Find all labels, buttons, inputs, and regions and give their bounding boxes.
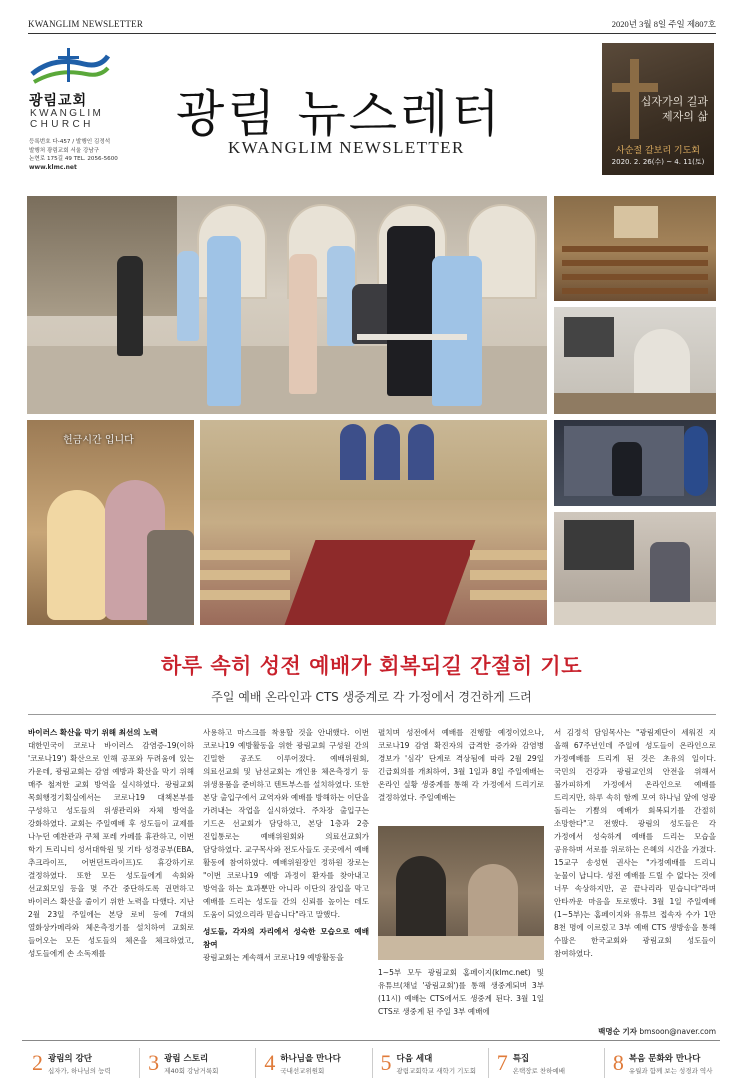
index-page-number: 7 [496, 1050, 508, 1075]
index-item-page-7[interactable] [488, 1048, 604, 1078]
photo-family-worship-home [554, 512, 716, 625]
column-2-text-2: 광림교회는 계속해서 코로나19 예방활동을 [203, 953, 344, 962]
index-item-page-3[interactable] [139, 1048, 255, 1078]
church-name-english-1: KWANGLIM [30, 108, 104, 119]
column-1-text: 대한민국이 코로나 바이러스 감염증-19(이하 '코로나19') 확산으로 인해 공포와 두려움에 있는 가운데, 광림교회는 감염 예방과 확산을 막기 위해 매주 철저한 교회 방역을 실시하였다. 광림교회 목회행정기획실에서는 코로나19 대책본부를 구성하고 성도들의 위생관리와 자체 방역을 강화하였다. 교회는 주일예배 후 성도들이 교제를 나누던 예찬관과 쿠체 포레 카페를 휴관하고, 이번 학기 트리니티 성서대학원 및 기타 성경공부(EBA, 추크라이프, 어번던트라이프)도 휴강하기로 결정하였다. 또한 모든 성도들에게 속회와 선교회모임 등을 몇 주간 중단하도록 권면하고 바이러스 확산을 줄이기 위한 노력을 다했다. 지난 2월 23일 주일에는 본당 로비 등에 7대의 열화상카메라와 체온측정기를 설치하여 교회로 들어오는 모든 성도들의 체온을 체크하였고, 성도들에게 손 소독제를 [28, 741, 194, 958]
index-page-number: 2 [32, 1050, 43, 1075]
top-divider [28, 33, 716, 34]
lent-title: 사순절 갈보리 기도회 [616, 146, 700, 156]
index-subtitle: 유월과 함께 보는 성경과 역사 [628, 1066, 713, 1075]
index-subtitle: 십자가, 하나님의 능력 [48, 1066, 111, 1075]
index-page-number: 4 [264, 1050, 276, 1075]
lent-prayer-banner[interactable] [602, 43, 714, 175]
index-item-page-4[interactable] [255, 1048, 371, 1078]
contact-line-1: 등록번호 다-457 / 발행인 김정석 [29, 139, 111, 145]
lent-theme-line-2: 제자의 삶 [661, 110, 708, 123]
strip-newsletter-name: KWANGLIM NEWSLETTER [28, 19, 144, 29]
cross-icon-bar [612, 83, 658, 92]
index-page-number: 8 [612, 1050, 624, 1075]
photo-man-watching-service [554, 307, 716, 414]
newsletter-title-korean: 광림 뉴스레터 [176, 85, 503, 143]
church-url[interactable]: www.klmc.net [29, 163, 77, 171]
index-subtitle: 광림교회학교 새학기 기도회 [396, 1066, 476, 1075]
cross-icon [630, 59, 639, 139]
headline-divider [28, 714, 716, 715]
reporter-name: 백명순 기자 [598, 1027, 637, 1036]
index-page-number: 5 [380, 1050, 392, 1075]
photo-pastor-on-screen [554, 420, 716, 506]
index-title: 특집 [512, 1053, 530, 1064]
article-column-3-continued [378, 966, 544, 1018]
index-subtitle: 국내선교위원회 [280, 1066, 325, 1075]
photo-sanctuary-online-service [554, 196, 716, 301]
article-column-3 [378, 726, 544, 804]
photo-empty-sanctuary [200, 420, 547, 625]
index-title: 광림 스토리 [164, 1053, 209, 1064]
index-subtitle: 온택장로 찬하예배 [512, 1066, 565, 1075]
issue-date: 2020년 3월 8일 주일 제807호 [611, 19, 716, 29]
index-title: 다음 세대 [396, 1053, 433, 1064]
reporter-email[interactable]: bmsoon@naver.com [639, 1027, 716, 1036]
photo-children-offering [27, 420, 194, 625]
index-title: 복음 문화와 만나다 [628, 1053, 701, 1064]
top-strip [28, 14, 716, 34]
article-column-1 [28, 726, 194, 960]
article-byline [580, 1026, 716, 1037]
column-4-text: 서 김정석 담임목사는 "광림제단이 세워진 지 올해 67주년인데 주일에 성도들이 온라인으로 가정예배를 드리게 된 것은 초유의 일이다. 국민의 건강과 광림교인의 안전을 위해서 불가피하게 가정에서 온라인으로 예배를 드리지만, 하루 속히 함께 모여 하나님 앞에 영광 돌리는 기쁨의 예배가 회복되기를 간절히 소망한다"고 전했다. 광림의 성도들은 각 가정에서 성숙하게 예배를 드리는 모습을 공유하며 서로를 위로하는 은혜의 시간을 가졌다. 15교구 송성현 권사는 "가정예배를 드리니 눈물이 납니다. 성전 예배를 드릴 수 없다는 것에 너무 속상하지만, 곧 끝나리라 믿습니다"라며 안타까운 마음을 토로했다. 3월 1일 주일예배(1~5부)는 홈페이지와 유튜브 접속자 수가 1만 8천 명에 이르렀고 3부 예배 CTS 생방송을 통해 수많은 한국교회와 광림교회 성도들이 참여하였다. [554, 728, 716, 958]
index-title: 광림의 강단 [48, 1053, 93, 1064]
church-name-english-2: CHURCH [30, 119, 94, 130]
contact-line-2: 발행처 광림교회 서울 강남구 [29, 147, 100, 154]
photo-family-praying-at-home [378, 826, 544, 960]
section-heading-1: 바이러스 확산을 막기 위해 최선의 노력 [28, 728, 158, 737]
footer-divider [22, 1040, 720, 1041]
section-heading-2: 성도들, 각자의 자리에서 성숙한 모습으로 예배 참여 [203, 927, 369, 949]
index-page-number: 3 [148, 1050, 160, 1075]
column-3-text-1: 펼치며 성전에서 예배를 진행할 예정이었으나, 코로나19 감염 확진자의 급격한 증가와 감염병 경보가 '심각' 단계로 격상됨에 따라 2월 29일 긴급회의를 개최하여, 3월 1일과 8일 주일예배는 온라인 실황 생중계를 통해 각 가정에서 드리기로 결정하였다. 주일예배는 [378, 728, 544, 802]
index-item-page-5[interactable] [372, 1048, 488, 1078]
article-column-2 [203, 726, 369, 964]
article-subheadline: 주일 예배 온라인과 CTS 생중계로 각 가정에서 경건하게 드려 [211, 690, 532, 704]
lent-theme [641, 94, 708, 124]
lent-dates: 2020. 2. 26(수) ~ 4. 11(토) [611, 158, 705, 166]
newsletter-title-english: KWANGLIM NEWSLETTER [228, 138, 465, 157]
lent-theme-line-1: 십자가의 길과 [640, 95, 708, 108]
contact-line-3: 논현로 175길 49 TEL. 2056-5600 [29, 156, 118, 162]
church-name-korean: 광림교회 [29, 93, 88, 109]
photo-lobby-health-check [27, 196, 547, 414]
church-logo-icon [24, 42, 112, 92]
column-3-text-2: 1~5부 모두 광림교회 홈페이지(klmc.net) 및 유튜브(채널 '광림교회')를 통해 생중계되며 3부(11시) 예배는 CTS에서도 생중계 된다. 3월 1일 CTS로 생중계 된 주일 3부 예배에 [378, 968, 544, 1016]
index-title: 하나님을 만나다 [280, 1053, 341, 1064]
photo-caption-offering: 헌금시간 입니다 [63, 435, 134, 446]
index-subtitle: 제40회 강남거룩회 [164, 1066, 219, 1075]
column-2-text-1: 사용하고 마스크를 착용할 것을 안내했다. 이번 코로나19 예방활동을 위한 광림교회 구성원 간의 긴밀한 공조도 이루어졌다. 예배위원회, 의료선교회 및 남선교회는 개인용 체온측정기 등 위생용품을 준비하고 텐트부스를 설치하였다. 또한 본당 출입구에서 교역자와 예배를 방해하는 이단을 가려내는 작업을 실시하였다. 주차장 출입구는 기드온 선교회가 담당하고, 본당 1층과 2층 진입통로는 예배위원회와 의료선교회가 담당하였다. 교구목사와 전도사들도 곳곳에서 예배 활동에 참여하였다. 예배위원장인 정하원 장로는 "이번 코로나19 예방 과정이 환자를 찾아내고 방역을 하는 효과뿐만 아니라 이단의 잠입을 막고 예배를 드리는 성도들 간의 신뢰를 높이는 데도 도움이 되었으리라 믿습니다"라고 말했다. [203, 728, 369, 919]
index-item-page-8[interactable] [604, 1048, 720, 1078]
church-contact [29, 138, 139, 172]
article-column-4 [554, 726, 716, 960]
index-item-page-2[interactable] [22, 1048, 139, 1078]
article-headline: 하루 속히 성전 예배가 회복되길 간절히 기도 [160, 654, 582, 678]
page-index [22, 1048, 720, 1078]
